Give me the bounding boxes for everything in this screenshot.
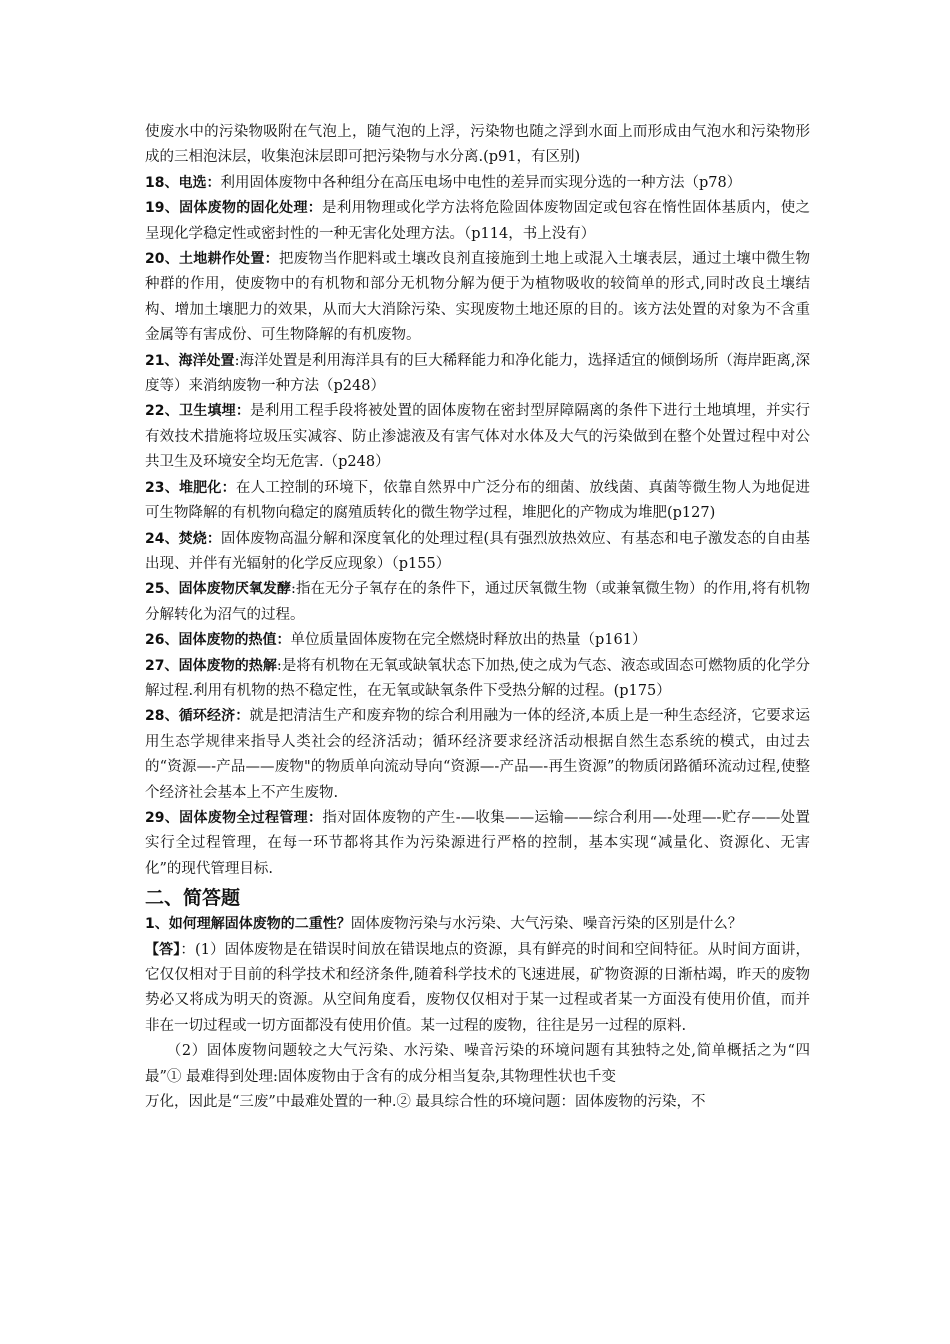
intro-paragraph: 使废水中的污染物吸附在气泡上，随气泡的上浮，污染物也随之浮到水面上而形成由气泡水和污染物形成的三相泡沫层，收集泡沫层即可把污染物与水分离.(p91，有区别): [145, 124, 810, 166]
term: 29、固体废物全过程管理：: [145, 809, 323, 826]
term: 22、卫生填埋：: [145, 403, 251, 420]
definition-25: [145, 577, 810, 628]
definition-text: 就是把清洁生产和废弃物的综合利用融为一体的经济,本质上是一种生态经济，它要求运用生态学规律来指导人类社会的经济活动；循环经济要求经济活动根据自然生态系统的模式，由过去的“资源—-产品——废物"的物质单向流动导向“资源—-产品—-再生资源”的物质闭路循环流动过程,使整个经济社会基本上不产生废物.: [145, 708, 810, 801]
definition-text: 是利用工程手段将被处置的固体废物在密封型屏障隔离的条件下进行土地填埋，并实行有效技术措施将垃圾压实减容、防止渗滤液及有害气体对水体及大气的污染做到在整个处置过程中对公共卫生及环境安全均无危害.（p248）: [145, 403, 810, 471]
definition-text: 在人工控制的环境下，依靠自然界中广泛分布的细菌、放线菌、真菌等微生物人为地促进可生物降解的有机物向稳定的腐殖质转化的微生物学过程，堆肥化的产物成为堆肥(p127): [145, 479, 811, 522]
question-heading: 1、如何理解固体废物的二重性？: [145, 916, 351, 933]
definition-18: [145, 171, 810, 196]
answer-label: 【答】: [145, 941, 181, 958]
term: 25、固体废物厌氧发酵: [145, 581, 292, 598]
definition-text: :海洋处置是利用海洋具有的巨大稀释能力和净化能力，选择适宜的倾倒场所（海岸距离,深度等）来消纳废物一种方法（p248）: [145, 352, 811, 395]
section-title: 二、简答题: [145, 887, 241, 910]
definition-text: :是将有机物在无氧或缺氧状态下加热,使之成为气态、液态或固态可燃物质的化学分解过程.利用有机物的热不稳定性，在无氧或缺氧条件下受热分解的过程。(p175）: [145, 657, 811, 699]
definition-22: [145, 399, 810, 475]
term: 18、电选：: [145, 174, 221, 191]
document-page: [145, 120, 810, 1115]
term: 24、焚烧：: [145, 530, 221, 547]
definition-text: 利用固体废物中各种组分在高压电场中电性的差异而实现分选的一种方法（p78）: [220, 174, 742, 191]
question-1: [145, 912, 810, 937]
definition-text: 把废物当作肥料或土壤改良剂直接施到土地上或混入土壤表层，通过土壤中微生物种群的作用，使废物中的有机物和部分无机物分解为便于为植物吸收的较简单的形式,同时改良土壤结构、增加土壤肥力的效果，从而大大消除污染、实现废物土地还原的目的。该方法处置的对象为不含重金属等有害成份、可生物降解的有机废物。: [145, 251, 811, 344]
definition-text: 单位质量固体废物在完全燃烧时释放出的热量（p161）: [290, 632, 647, 649]
term: 26、固体废物的热值：: [145, 632, 291, 649]
term: 20、土地耕作处置：: [145, 251, 279, 268]
answer-paragraph-1: [145, 938, 810, 1040]
term: 21、海洋处置: [145, 352, 235, 369]
definition-text: :指在无分子氧存在的条件下，通过厌氧微生物（或兼氧微生物）的作用,将有机物分解转化为沼气的过程。: [145, 581, 810, 623]
definition-20: [145, 247, 810, 349]
term: 28、循环经济：: [145, 708, 250, 725]
definition-29: [145, 806, 810, 882]
definition-23: [145, 476, 810, 527]
definition-27: [145, 654, 810, 705]
definition-28: [145, 704, 810, 806]
definition-19: [145, 196, 810, 247]
definition-text: 是利用物理或化学方法将危险固体废物固定或包容在惰性固体基质内，使之呈现化学稳定性或密封性的一种无害化处理方法。（p114，书上没有）: [145, 200, 811, 242]
term: 23、堆肥化：: [145, 479, 236, 496]
definition-26: [145, 628, 810, 653]
definition-text: 指对固体废物的产生-—收集——运输——综合利用—-处理—-贮存——处置实行全过程管理，在每一环节都将其作为污染源进行严格的控制，基本实现“减量化、资源化、无害化”的现代管理目标.: [145, 809, 810, 877]
answer-paragraph-2-cont: 万化，因此是“三废”中最难处置的一种.② 最具综合性的环境问题：固体废物的污染，不: [145, 1094, 706, 1111]
question-text: 固体废物污染与水污染、大气污染、噪音污染的区别是什么？: [350, 916, 743, 933]
term: 27、固体废物的热解: [145, 657, 277, 674]
answer-text: ：(1）固体废物是在错误时间放在错误地点的资源，具有鲜亮的时间和空间特征。从时间方面讲，它仅仅相对于目前的科学技术和经济条件,随着科学技术的飞速进展，矿物资源的日渐枯竭，昨天的废物势必又将成为明天的资源。从空间角度看，废物仅仅相对于某一过程或者某一方面没有使用价值，而并非在一切过程或一切方面都没有使用价值。某一过程的废物，往往是另一过程的原料.: [145, 941, 811, 1034]
definition-24: [145, 527, 810, 578]
answer-paragraph-2: （2）固体废物问题较之大气污染、水污染、噪音污染的环境问题有其独特之处,简单概括之为“四最”① 最难得到处理:固体废物由于含有的成分相当复杂,其物理性状也千变: [145, 1043, 810, 1085]
definition-text: 固体废物高温分解和深度氧化的处理过程(具有强烈放热效应、有基态和电子激发态的自由基出现、并伴有光辐射的化学反应现象）（p155）: [145, 530, 811, 572]
definition-21: [145, 349, 810, 400]
term: 19、固体废物的固化处理：: [145, 200, 323, 217]
